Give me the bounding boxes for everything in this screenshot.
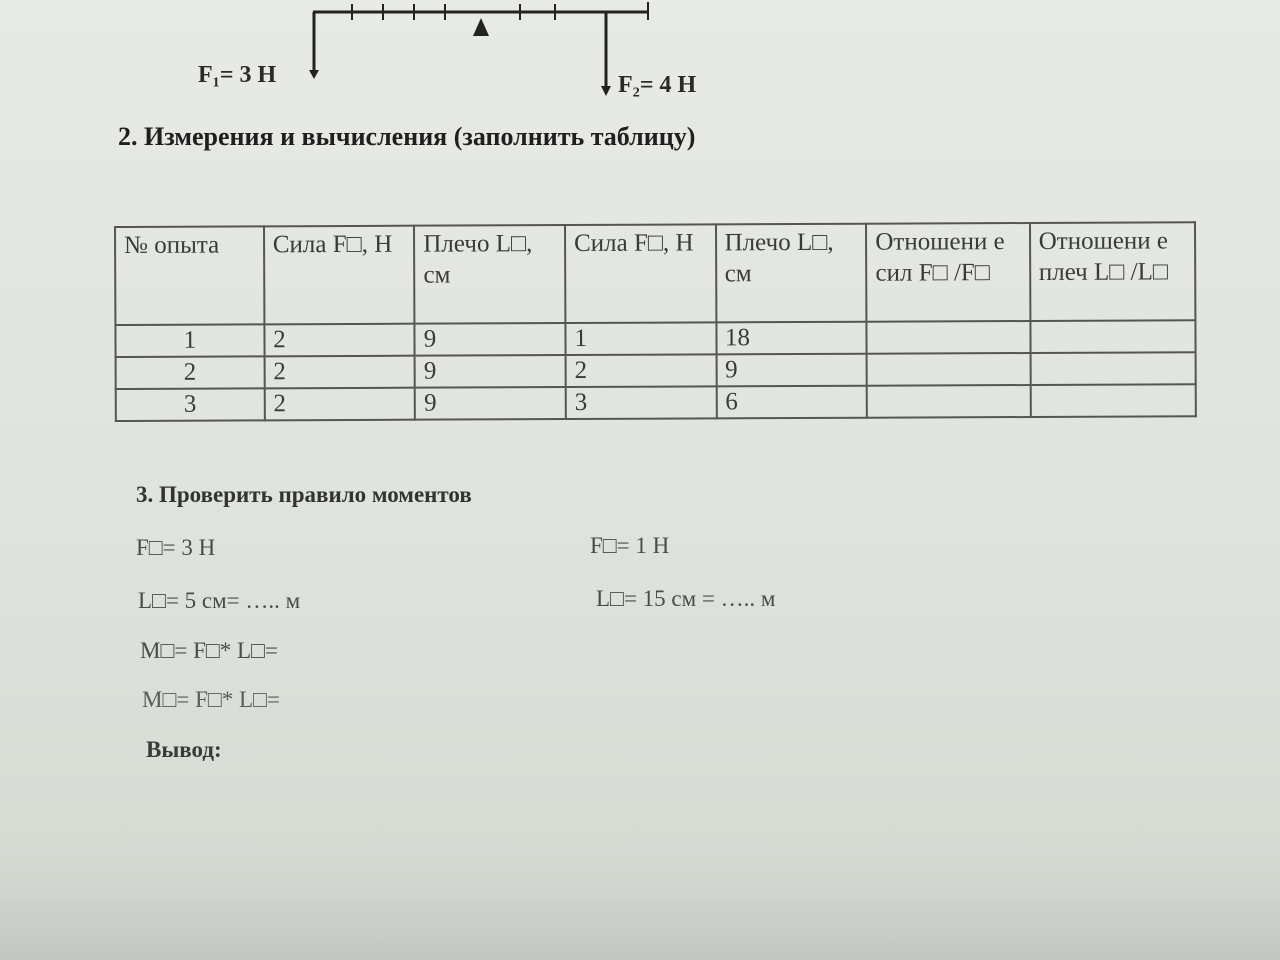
cell-force-2: 3 xyxy=(566,386,717,419)
header-force-ratio: Отношени е сил F□ /F□ xyxy=(866,223,1030,322)
section-2-heading: 2. Измерения и вычисления (заполнить таблицу) xyxy=(118,122,696,151)
cell-experiment-number: 3 xyxy=(116,388,265,421)
cell-force-ratio[interactable] xyxy=(867,321,1030,354)
pivot-triangle xyxy=(473,18,489,36)
measurements-table xyxy=(114,221,1197,422)
cell-force-2: 2 xyxy=(566,354,717,387)
header-force-1: Сила F□, Н xyxy=(264,226,415,325)
monitor-bezel-shadow xyxy=(0,900,1280,960)
arm-1-conversion: L□= 5 см= ….. м xyxy=(138,588,301,613)
force-1-given: F□= 3 Н xyxy=(136,535,216,560)
header-force-2: Сила F□, Н xyxy=(565,224,716,323)
cell-force-ratio[interactable] xyxy=(867,385,1030,418)
cell-arm-1: 9 xyxy=(415,387,566,420)
cell-arm-1: 9 xyxy=(415,323,566,356)
header-arm-1: Плечо L□, см xyxy=(414,225,565,324)
table-row xyxy=(116,384,1196,421)
f2-arrowhead xyxy=(601,86,611,96)
cell-arm-ratio[interactable] xyxy=(1030,320,1196,353)
cell-arm-2: 6 xyxy=(716,386,867,419)
f1-arrowhead xyxy=(309,70,319,79)
cell-arm-ratio[interactable] xyxy=(1030,352,1196,385)
force-2-given: F□= 1 Н xyxy=(590,533,670,558)
cell-force-1: 2 xyxy=(264,356,415,389)
table-row xyxy=(115,320,1195,357)
cell-experiment-number: 2 xyxy=(116,356,265,389)
cell-arm-2: 18 xyxy=(716,322,867,355)
conclusion-label: Вывод: xyxy=(146,737,222,762)
cell-experiment-number: 1 xyxy=(115,324,264,357)
arm-2-conversion: L□= 15 см = ….. м xyxy=(596,586,776,611)
cell-force-1: 2 xyxy=(264,388,415,421)
cell-arm-ratio[interactable] xyxy=(1030,384,1196,417)
moment-2-formula: M□= F□* L□= xyxy=(142,687,280,712)
force-1-label: F₁= 3 Н xyxy=(198,62,277,88)
cell-force-2: 1 xyxy=(565,322,716,355)
moment-1-formula: M□= F□* L□= xyxy=(140,638,278,663)
header-arm-2: Плечо L□, см xyxy=(716,224,867,323)
header-experiment-number: № опыта xyxy=(115,226,264,325)
section-3-heading: 3. Проверить правило моментов xyxy=(136,482,472,507)
force-2-label: F₂= 4 Н xyxy=(618,72,697,98)
cell-arm-1: 9 xyxy=(415,355,566,388)
header-arm-ratio: Отношени е плеч L□ /L□ xyxy=(1030,222,1196,321)
cell-arm-2: 9 xyxy=(716,354,867,387)
cell-force-ratio[interactable] xyxy=(867,353,1030,386)
table-header-row xyxy=(115,222,1195,325)
cell-force-1: 2 xyxy=(264,324,415,357)
table-row xyxy=(116,352,1196,389)
